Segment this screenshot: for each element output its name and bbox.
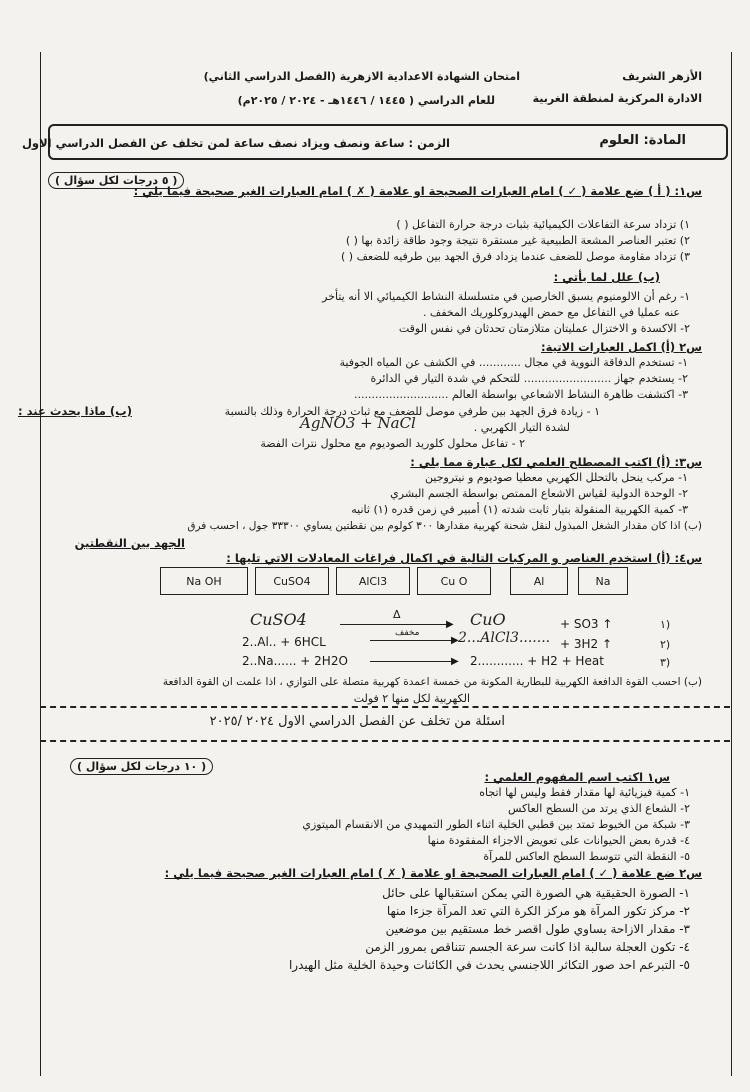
q2-b-item-1: ١ - زيادة فرق الجهد بين طرفي موصل للضعف مع ثبات درجة الحرارة وذلك بالنسبة xyxy=(224,405,600,418)
s2-q2-title: س٢ ضع علامة ( ✓ ) امام العبارات الصحيحة او علامة ( ✗ ) امام العبارات الغير صحيحة فيما يلي : xyxy=(164,866,702,880)
s2-q2-item-3: ٣- مقدار الازاحة يساوي طول اقصر خط مستقيم بين موضعين xyxy=(385,922,690,936)
chip-cuo: Cu O xyxy=(417,567,491,595)
q2-handwriting: AgNO3 + NaCl xyxy=(300,414,416,432)
s2-q2-item-4: ٤- تكون العجلة سالبة اذا كانت سرعة الجسم تتناقص بمرور الزمن xyxy=(365,940,690,954)
q1-b-item-1: ١- رغم أن الالومنيوم يسبق الخارصين في متسلسلة النشاط الكيميائي الا أنه يتأخر xyxy=(322,290,690,303)
chip-al: Al xyxy=(510,567,568,595)
q1-item-1: ١) تزداد سرعة التفاعلات الكيميائية بثبات درجة حرارة التفاعل ( ) xyxy=(396,218,690,231)
eq1-arrowhead: ▶ xyxy=(446,619,454,630)
q1-title: س١: ( أ ) ضع علامة ( ✓ ) امام العبارات الصحيحة او علامة ( ✗ ) امام العبارات الغير صحيحة فيما يلي : xyxy=(133,184,702,198)
eq1-number: ١) xyxy=(660,618,671,631)
eq1-tail: + SO3 ↑ xyxy=(560,617,613,631)
eq3-lhs: 2..Na...... + 2H2O xyxy=(242,654,348,668)
q4-title: س٤: (أ) استخدم العناصر و المركبات التالية في اكمال فراغات المعادلات الاتي تليها : xyxy=(226,551,702,565)
eq3-rhs: 2............ + H2 + Heat xyxy=(470,654,604,668)
section2-marks: ( ١٠ درجات لكل سؤال ) xyxy=(70,758,213,775)
eq1-arrow-condition: Δ xyxy=(393,608,401,621)
header-right-line1: الأزهر الشريف xyxy=(622,70,702,83)
eq2-arrow-condition: مخفف xyxy=(395,628,420,638)
q2-title: س٢ (أ) اكمل العبارات الاتية: xyxy=(541,340,702,354)
q2-b-item-2: ٢ - تفاعل محلول كلوريد الصوديوم مع محلول نترات الفضة xyxy=(260,437,525,450)
s2-q2-item-2: ٢- مركز تكور المرآة هو مركز الكرة التي تعد المرآة جزءا منها xyxy=(386,904,690,918)
header-center-line1: امتحان الشهادة الاعدادية الازهرية (الفصل الدراسي الثاني) xyxy=(203,70,520,83)
eq2-tail: + 3H2 ↑ xyxy=(560,637,613,651)
eq1-handwritten-lhs: CuSO4 xyxy=(250,610,307,629)
q2-item-3: ٣- اكتشفت ظاهرة النشاط الاشعاعي بواسطة العالم ........................... xyxy=(354,388,688,401)
s2-q1-item-2: ٢- الشعاع الذي يرتد من السطح العاكس xyxy=(507,802,690,815)
chip-cuso4: CuSO4 xyxy=(255,567,329,595)
s2-q1-item-4: ٤- قدرة بعض الحيوانات على تعويض الاجزاء المفقودة منها xyxy=(427,834,690,847)
header-right-line2: الادارة المركزية لمنطقة الغربية xyxy=(532,92,702,105)
eq3-number: ٣) xyxy=(660,656,671,669)
divider-top xyxy=(40,706,730,708)
q1-b-title: (ب) علل لما يأتي : xyxy=(553,270,660,284)
q3-title: س٣: (أ) اكتب المصطلح العلمي لكل عبارة مما يلي : xyxy=(410,455,702,469)
q2-b-item-1-cont: لشدة التيار الكهربي . xyxy=(473,421,570,434)
q1-item-3: ٣) تزداد مقاومة موصل للضعف عندما يزداد فرق الجهد بين طرفيه للضعف ( ) xyxy=(341,250,690,263)
s2-q2-item-1: ١- الصورة الحقيقية هي الصورة التي يمكن استقبالها على حائل xyxy=(382,886,690,900)
s2-q1-item-1: ١- كمية فيزيائية لها مقدار فقط وليس لها اتجاه xyxy=(479,786,690,799)
q2-b-title: (ب) ماذا يحدث عند : xyxy=(18,404,132,418)
eq2-arrow xyxy=(370,640,455,641)
q3-b-line2: الجهد بين النقطتين xyxy=(74,536,185,550)
header-center-line2: للعام الدراسي ( ١٤٤٥ / ١٤٤٦هـ - ٢٠٢٤ / ٢٠٢٥م) xyxy=(237,94,495,107)
q4-b-line2: الكهربية لكل منها ٢ فولت xyxy=(353,692,470,705)
q1-b-item-2: ٢- الاكسدة و الاختزال عمليتان متلازمتان تحدثان في نفس الوقت xyxy=(398,322,690,335)
s2-q2-item-5: ٥- التبرعم احد صور التكاثر اللاجنسي يحدث في الكائنات وحيدة الخلية مثل الهيدرا xyxy=(288,958,690,972)
eq2-lhs: 2..Al.. + 6HCL xyxy=(242,635,326,649)
q1-b-item-1-cont: عنه عمليا في التفاعل مع حمض الهيدروكلوريك المخفف . xyxy=(422,306,680,319)
s2-q1-item-5: ٥- النقطة التي تتوسط السطح العاكس للمرآة xyxy=(483,850,690,863)
s2-q1-item-3: ٣- شبكة من الخيوط تمتد بين قطبي الخلية اثناء الطور التمهيدي من الانقسام الميتوزي xyxy=(302,818,690,831)
q2-item-2: ٢- يستخدم جهاز ......................... للتحكم في شدة التيار في الدائرة xyxy=(370,372,688,385)
q2-item-1: ١- تستخدم الدفاقة النووية في مجال ............ في الكشف عن المياه الجوفية xyxy=(339,356,688,369)
q3-item-2: ٢- الوحدة الدولية لقياس الاشعاع الممتص بواسطة الجسم البشري xyxy=(390,487,688,500)
eq2-arrowhead: ▶ xyxy=(451,635,459,646)
chip-alcl3: AlCl3 xyxy=(336,567,410,595)
time-label: الزمن : ساعة ونصف xyxy=(333,136,450,150)
eq2-handwritten-rhs: 2...AlCl3....... xyxy=(458,630,551,646)
chip-naoh: Na OH xyxy=(160,567,248,595)
chip-na: Na xyxy=(578,567,628,595)
eq1-arrow xyxy=(340,624,450,625)
eq3-arrowhead: ▶ xyxy=(451,656,459,667)
q4-b-line1: (ب) احسب القوة الدافعة الكهربية للبطارية المكونة من خمسة اعمدة كهربية متصلة على التوازي ، اذا علمت ان القوة الدافعة xyxy=(162,676,702,688)
eq1-handwritten-rhs: CuO xyxy=(470,610,506,629)
q3-item-1: ١- مركب ينحل بالتحلل الكهربي معطيا صوديوم و نيتروجين xyxy=(425,471,688,484)
subject-label: المادة: العلوم xyxy=(599,133,686,148)
eq3-arrow xyxy=(370,661,455,662)
q1-marks: ( ٥ درجات لكل سؤال ) xyxy=(48,172,184,189)
section2-title: اسئلة من تخلف عن الفصل الدراسي الاول ٢٠٢٤ /٢٠٢٥ xyxy=(209,714,505,729)
q3-b-line1: (ب) اذا كان مقدار الشغل المبذول لنقل شحنة كهربية مقدارها ٣٠٠ كولوم بين نقطتين يساوي ٣٣٣٠٠ جول ، احسب فرق xyxy=(187,520,702,532)
q3-item-3: ٣- كمية الكهربية المنقولة بتيار ثابت شدته (١) أمبير في زمن قدره (١) ثانيه xyxy=(351,503,688,516)
eq2-number: ٢) xyxy=(660,638,671,651)
s2-q1-title: س١ اكتب اسم المفهوم العلمي : xyxy=(484,770,670,784)
extra-time-label: ويزاد نصف ساعة لمن تخلف عن الفصل الدراسي الاول xyxy=(21,136,330,150)
q1-item-2: ٢) تعتبر العناصر المشعة الطبيعية غير مستقرة نتيجة وجود طاقة زائدة بها ( ) xyxy=(345,234,690,247)
divider-bottom xyxy=(40,740,730,742)
